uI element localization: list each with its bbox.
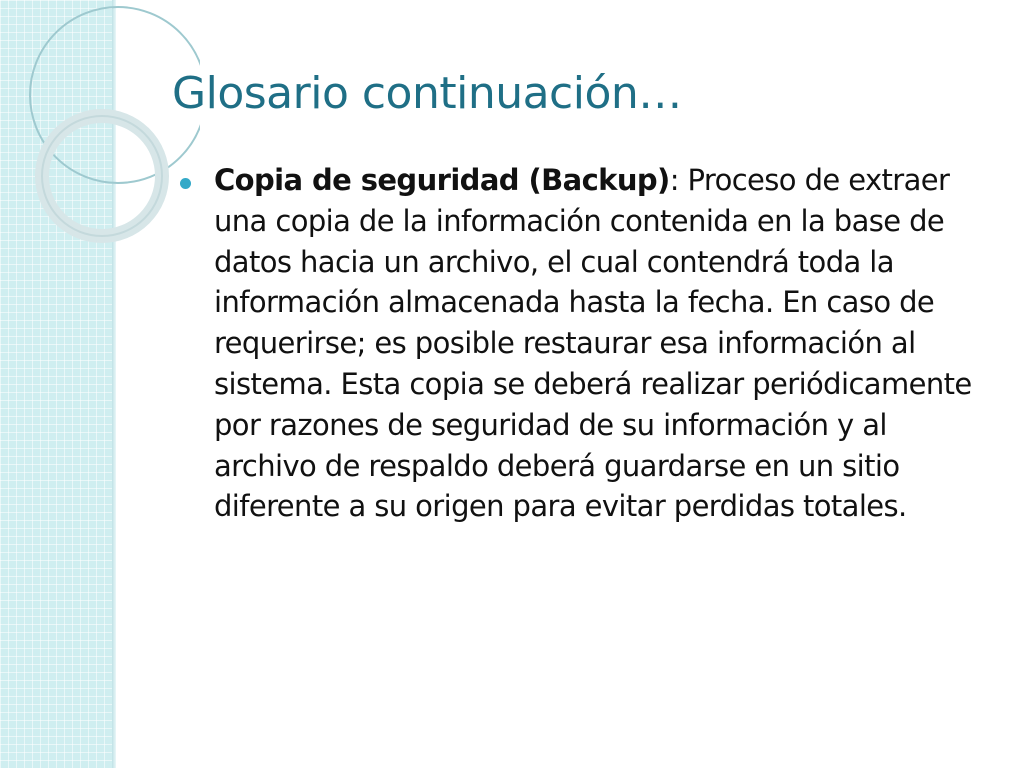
slide-title: Glosario continuación… bbox=[172, 68, 682, 119]
bullet-dot-icon bbox=[180, 178, 191, 189]
glossary-definition: : Proceso de extraer una copia de la información contenida en la base de datos hacia un archivo, el cual contendrá toda la información almacenada hasta la fecha. En caso de requerirse; es posible restaurar esa información al sistema. Esta copia se deberá realizar periódicamente por razones de seguridad de su información y al archivo de respaldo deberá guardarse en un sitio diferente a su origen para evitar perdidas totales. bbox=[214, 163, 972, 524]
glossary-term: Copia de seguridad (Backup) bbox=[214, 163, 670, 197]
decorative-rings bbox=[0, 0, 200, 300]
decorative-ring-small-inner bbox=[42, 116, 162, 236]
bullet-item bbox=[174, 160, 974, 527]
slide-content bbox=[174, 160, 974, 527]
bullet-text bbox=[214, 160, 974, 527]
